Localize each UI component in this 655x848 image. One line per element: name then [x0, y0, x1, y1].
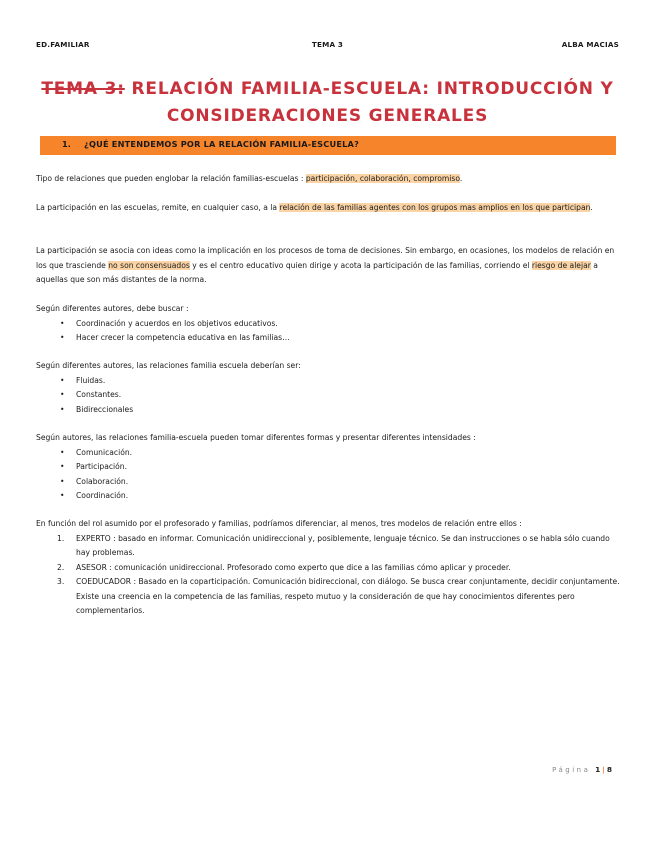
p3-highlight-consensus: no son consensuados — [108, 260, 190, 270]
list-item: • Coordinación y acuerdos en los objetivos educativos. — [36, 317, 620, 332]
footer-total-pages: 8 — [606, 765, 612, 774]
section-heading — [40, 136, 616, 155]
page-number-footer — [552, 765, 612, 774]
model-number: 3. — [57, 577, 65, 586]
title-lead: TEMA 3: — [41, 79, 125, 99]
list-goals-intro: Según diferentes autores, debe buscar : — [36, 304, 189, 313]
title-rest: RELACIÓN FAMILIA-ESCUELA: INTRODUCCIÓN Y CONSIDERACIONES GENERALES — [124, 79, 614, 126]
section-title: ¿QUÉ ENTENDEMOS POR LA RELACIÓN FAMILIA-ESCUELA? — [84, 139, 360, 149]
p1-highlight: participación, colaboración, compromiso — [305, 174, 460, 183]
model-text: COEDUCADOR : Basado en la coparticipación. Comunicación bidireccional, con diálogo. Se busca crear conjuntamente, decidir conjuntamente. Existe una creencia en la competencia de las familias, respeto mutuo y la consideración de que hay conocimientos diferentes pero complementarios. — [76, 577, 620, 615]
model-text: ASESOR : comunicación unidireccional. Profesorado como experto que dice a las familias cómo aplicar y proceder. — [76, 562, 511, 572]
p3-highlight-risk: riesgo de alejar — [531, 260, 591, 270]
list-item: • Hacer crecer la competencia educativa en las familias… — [36, 331, 620, 346]
p3-text-c: a aquellas que son más distantes de la norma. — [36, 260, 598, 284]
section-number: 1. — [62, 139, 71, 149]
list-item: • Bidireccionales — [36, 403, 620, 418]
header-topic: TEMA 3 — [311, 40, 344, 49]
paragraph-relation-types — [36, 172, 620, 187]
footer-separator: | — [602, 766, 605, 774]
model-number: 1. — [57, 533, 65, 543]
model-item-coeducator — [36, 575, 620, 619]
page-header — [36, 40, 619, 52]
p2-text: La participación en las escuelas, remite, en cualquier caso, a la — [36, 203, 280, 212]
footer-label: Página — [552, 766, 591, 774]
p2-end: . — [590, 203, 593, 212]
header-subject: ED.FAMILIAR — [36, 40, 90, 49]
list-item: • Colaboración. — [36, 475, 620, 490]
p1-end: . — [459, 174, 463, 183]
model-item-advisor — [36, 561, 620, 576]
list-item: • Constantes. — [36, 388, 620, 403]
list-qualities — [36, 359, 620, 417]
list-item: • Fluidas. — [36, 374, 620, 389]
p3-text-b: y es el centro educativo quien dirige y acota la participación de las familias, corriendo el — [189, 260, 532, 270]
model-text: EXPERTO : basado en informar. Comunicación unidireccional y, posiblemente, lenguaje técnico. Se dan instrucciones o se habla sólo cuando hay problemas. — [76, 533, 610, 557]
list-forms — [36, 431, 620, 504]
p2-highlight: relación de las familias agentes con los grupos mas amplios en los que participan — [279, 203, 591, 212]
header-author: ALBA MACIAS — [561, 40, 619, 49]
list-qualities-intro: Según diferentes autores, las relaciones familia escuela deberían ser: — [36, 361, 301, 370]
footer-current-page: 1 — [595, 765, 601, 774]
list-item: • Participación. — [36, 460, 620, 475]
page-title — [40, 76, 615, 130]
p3-text-a: La participación se asocia con ideas como la implicación en los procesos de toma de decisiones. Sin embargo, en ocasiones, los modelos de relación en los que trasciende — [36, 246, 615, 270]
model-number: 2. — [57, 562, 65, 572]
list-item: • Coordinación. — [36, 489, 620, 504]
list-forms-intro: Según autores, las relaciones familia-escuela pueden tomar diferentes formas y presentar diferentes intensidades : — [36, 433, 476, 442]
list-goals — [36, 302, 620, 346]
p1-text: Tipo de relaciones que pueden englobar la relación familias-escuelas : — [36, 174, 306, 183]
paragraph-decision-making — [36, 244, 620, 288]
paragraph-participation — [36, 201, 620, 216]
list-models-intro: En función del rol asumido por el profesorado y familias, podríamos diferenciar, al menos, tres modelos de relación entre ellos : — [36, 519, 522, 528]
list-item: • Comunicación. — [36, 446, 620, 461]
model-item-expert — [36, 532, 620, 561]
list-models — [36, 517, 620, 619]
